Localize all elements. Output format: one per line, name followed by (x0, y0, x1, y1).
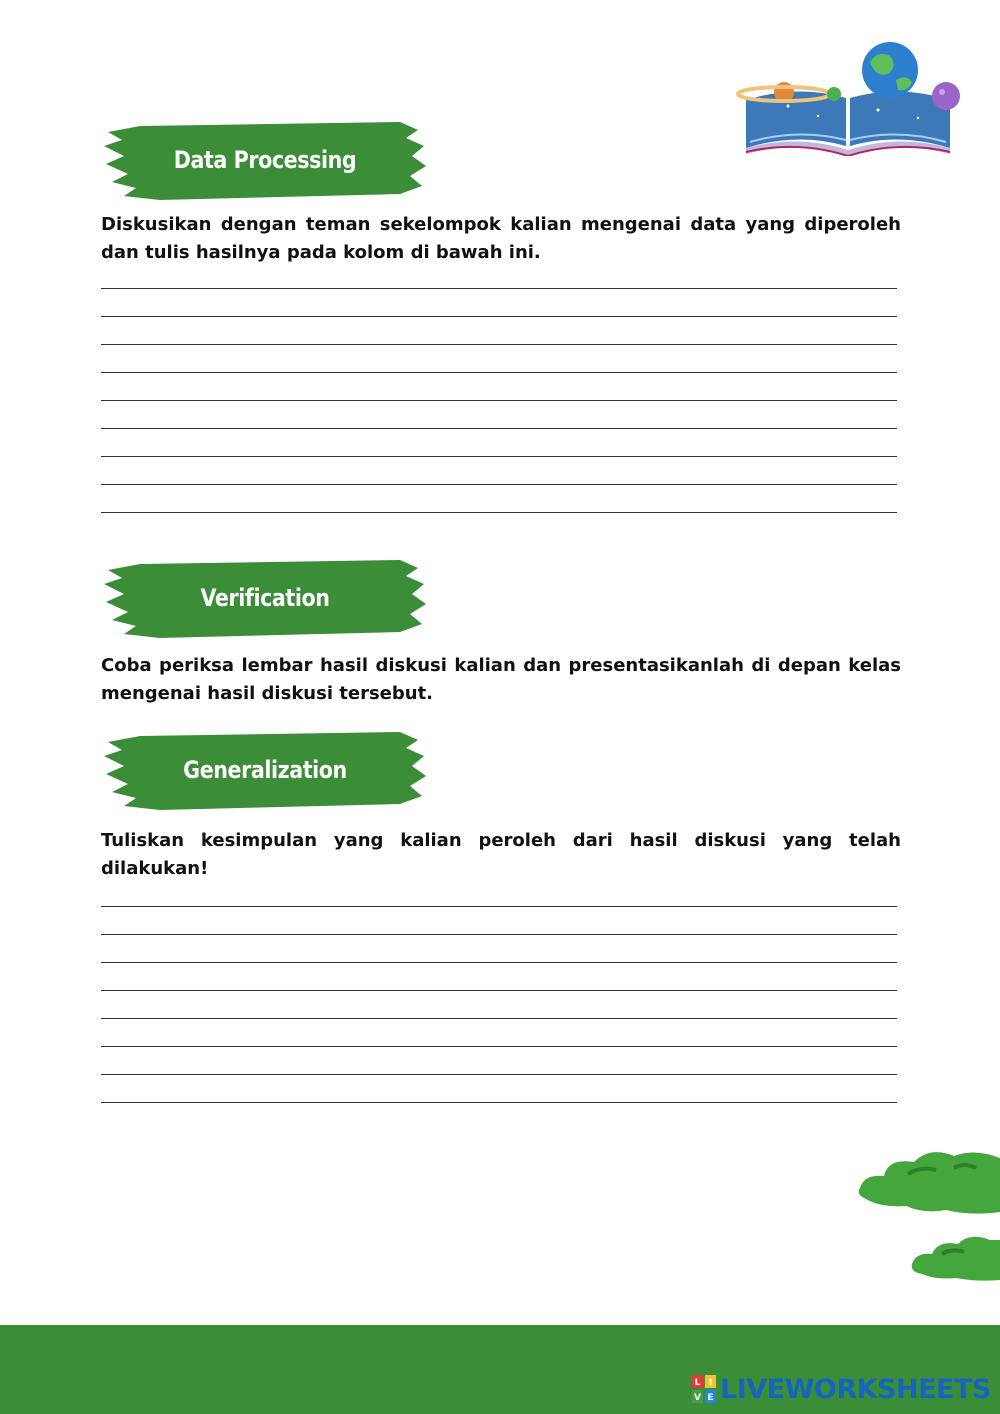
answer-line[interactable] (101, 1018, 897, 1019)
answer-line[interactable] (101, 428, 897, 429)
section-banner-verification (100, 554, 430, 642)
logo-letter: L (694, 1378, 701, 1388)
answer-line[interactable] (101, 1074, 897, 1075)
answer-line[interactable] (101, 484, 897, 485)
answer-line[interactable] (101, 906, 897, 907)
logo-letter: V (694, 1393, 701, 1403)
answer-line[interactable] (101, 1102, 897, 1103)
section-title: Generalization (183, 756, 347, 784)
answer-line[interactable] (101, 288, 897, 289)
clouds-icon (850, 1140, 1000, 1295)
instruction-text: Diskusikan dengan teman sekelompok kalian mengenai data yang diperoleh dan tulis hasilnya pada kolom di bawah ini. (101, 214, 901, 263)
answer-line[interactable] (101, 456, 897, 457)
section-title: Verification (200, 584, 330, 612)
answer-line[interactable] (101, 962, 897, 963)
brand-name: LIVEWORKSHEETS (720, 1373, 991, 1405)
logo-letter: I (708, 1378, 713, 1388)
answer-lines-generalization[interactable] (101, 906, 897, 1130)
answer-line[interactable] (101, 1046, 897, 1047)
answer-line[interactable] (101, 316, 897, 317)
liveworksheets-logo (692, 1372, 991, 1406)
section-banner-generalization (100, 726, 430, 814)
answer-line[interactable] (101, 400, 897, 401)
answer-line[interactable] (101, 990, 897, 991)
answer-line[interactable] (101, 344, 897, 345)
liveworksheets-logo-icon (692, 1375, 716, 1403)
instruction-text: Tuliskan kesimpulan yang kalian peroleh dari hasil diskusi yang telah dilakukan! (101, 830, 901, 879)
answer-line[interactable] (101, 512, 897, 513)
section-title: Data Processing (173, 146, 357, 174)
section-banner-data-processing (100, 116, 430, 204)
open-book-planets-icon (728, 36, 968, 161)
answer-line[interactable] (101, 934, 897, 935)
instruction-text: Coba periksa lembar hasil diskusi kalian dan presentasikanlah di depan kelas mengenai hasil diskusi tersebut. (101, 655, 901, 704)
answer-line[interactable] (101, 372, 897, 373)
answer-lines-data-processing[interactable] (101, 288, 897, 540)
logo-letter: E (707, 1393, 714, 1403)
